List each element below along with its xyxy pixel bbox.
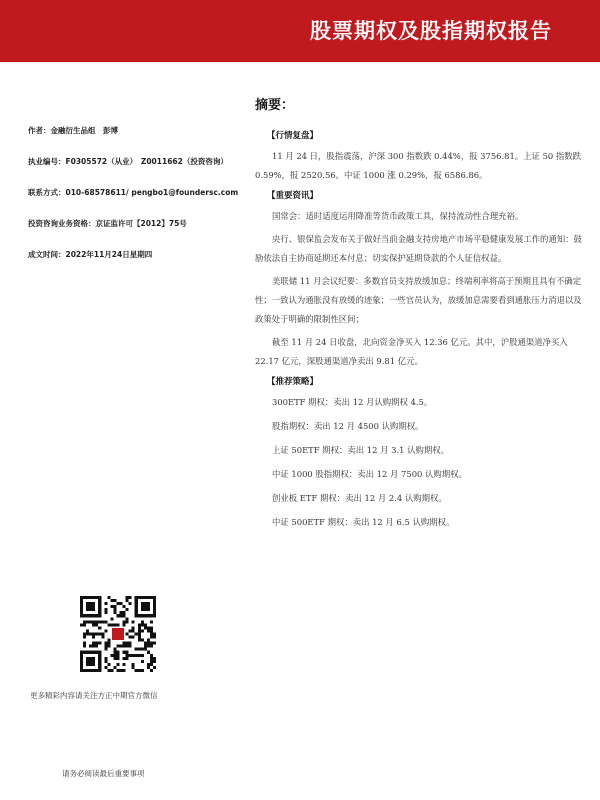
strategy-heading: 【推荐策略】: [267, 377, 319, 387]
abstract-title: 摘要：: [255, 98, 295, 113]
date-line: 成文时间：2022年11月24日星期四: [28, 250, 153, 259]
footer-note: 请务必阅读最后重要事项: [62, 769, 145, 778]
market-review-paragraph: 11 月 24 日，股指震荡，沪深 300 指数跌 0.44%，报 3756.81。上证 50 指数跌 0.59%，报 2520.56。中证 1000 涨 0.29%，报 6586.86。: [255, 151, 582, 180]
news-paragraph: 截至 11 月 24 日收盘，北向资金净买入 12.36 亿元。其中，沪股通渠道净买入 22.17 亿元，深股通渠道净卖出 9.81 亿元。: [255, 337, 568, 366]
news-paragraph: 国常会：适时适度运用降准等货币政策工具，保持流动性合理充裕。: [272, 211, 524, 221]
report-title: 股票期权及股指期权报告: [310, 18, 552, 43]
abstract-section: [255, 94, 583, 537]
market-review-heading: 【行情复盘】: [267, 131, 319, 141]
strategy-item: 创业板 ETF 期权：卖出 12 月 2.4 认购期权。: [272, 493, 447, 503]
qr-code-icon: [80, 596, 156, 672]
strategy-item: 中证 1000 股指期权：卖出 12 月 7500 认购期权。: [272, 469, 467, 479]
strategy-item: 中证 500ETF 期权：卖出 12 月 6.5 认购期权。: [272, 517, 455, 527]
author-line: 作者：金融衍生品组 彭博: [28, 126, 118, 135]
news-heading: 【重要资讯】: [267, 191, 319, 201]
strategy-item: 上证 50ETF 期权：卖出 12 月 3.1 认购期权。: [272, 445, 449, 455]
header-band: [0, 0, 600, 62]
news-paragraph: 美联储 11 月会议纪要：多数官员支持放缓加息；终端利率将高于预期且具有不确定性；一致认为通胀没有放缓的迹象；一些官员认为，放缓加息需要看到通胀压力消退以及政策处于明确的限制性区间；: [255, 276, 582, 324]
qualification-line: 投资咨询业务资格：京证监许可【2012】75号: [28, 219, 187, 228]
strategy-item: 300ETF 期权：卖出 12 月认购期权 4.5。: [272, 397, 433, 407]
license-line: 执业编号：F0305572（从业） Z0011662（投资咨询）: [28, 157, 228, 166]
news-paragraph: 央行、银保监会发布关于做好当前金融支持房地产市场平稳健康发展工作的通知：鼓励依法自主协商延期还本付息；切实保护延期贷款的个人征信权益。: [255, 234, 582, 263]
qr-code-image: [80, 596, 156, 672]
qr-caption: 更多精彩内容请关注方正中期官方微信: [30, 691, 158, 700]
contact-line: 联系方式：010-68578611/ pengbo1@foundersc.com: [28, 188, 239, 197]
strategy-item: 股指期权：卖出 12 月 4500 认购期权。: [272, 421, 424, 431]
